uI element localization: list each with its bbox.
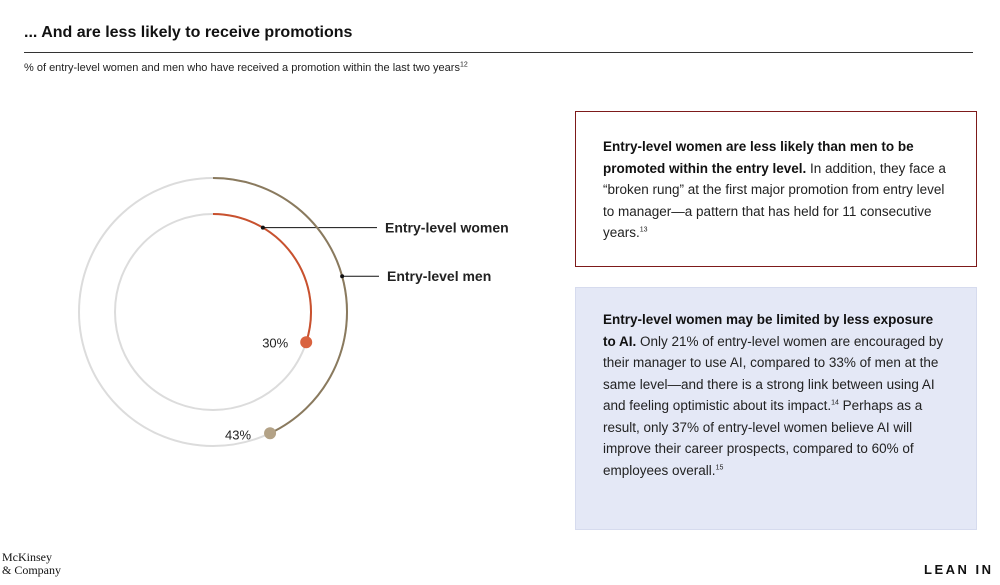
callout-1-text: In addition, they face a “broken rung” at the first major promotion from entry level to manager—a pattern that has held for 11 consecutive years. — [603, 160, 946, 240]
radial-chart — [0, 0, 560, 520]
value-label-women: 30% — [262, 335, 289, 351]
leanin-logo: LEAN IN — [924, 562, 994, 577]
callout-2-text-a: Only 21% of entry-level women are encouraged by their manager to use AI, compared to 33% of men at the same level—and there is a strong link between using AI and feeling optimistic about its impact. — [603, 333, 944, 413]
track-ring-women — [115, 214, 311, 410]
end-dot-women — [300, 336, 312, 348]
mckinsey-logo-line2: & Company — [2, 563, 61, 577]
callout-2-bold: Entry-level women may be limited by less exposure to AI. — [603, 312, 934, 349]
callout-2-footnote-b: 15 — [715, 464, 724, 471]
series-label-men: Entry-level men — [387, 268, 492, 285]
callout-2-footnote-a: 14 — [831, 399, 839, 407]
mckinsey-logo — [2, 551, 61, 577]
callout-ai-exposure — [575, 287, 977, 530]
subtitle-text: % of entry-level women and men who have received a promotion within the last two years — [24, 62, 460, 74]
track-ring-men — [79, 178, 347, 446]
series-label-women: Entry-level women — [385, 219, 509, 236]
callout-1-bold: Entry-level women are less likely than men to be promoted within the entry level. — [603, 139, 914, 176]
callout-promotion — [575, 111, 977, 267]
chart-title: ... And are less likely to receive promotions — [24, 24, 353, 41]
callout-2-text-b: Perhaps as a result, only 37% of entry-level women believe AI will improve their career prospects, compared to 60% of employees overall. — [603, 398, 923, 478]
callout-1-footnote: 13 — [639, 226, 648, 234]
arc-women — [213, 214, 311, 342]
end-dot-men — [264, 427, 276, 439]
value-label-men: 43% — [225, 427, 252, 443]
mckinsey-logo-line1: McKinsey — [2, 550, 52, 564]
subtitle-footnote: 12 — [459, 61, 468, 69]
